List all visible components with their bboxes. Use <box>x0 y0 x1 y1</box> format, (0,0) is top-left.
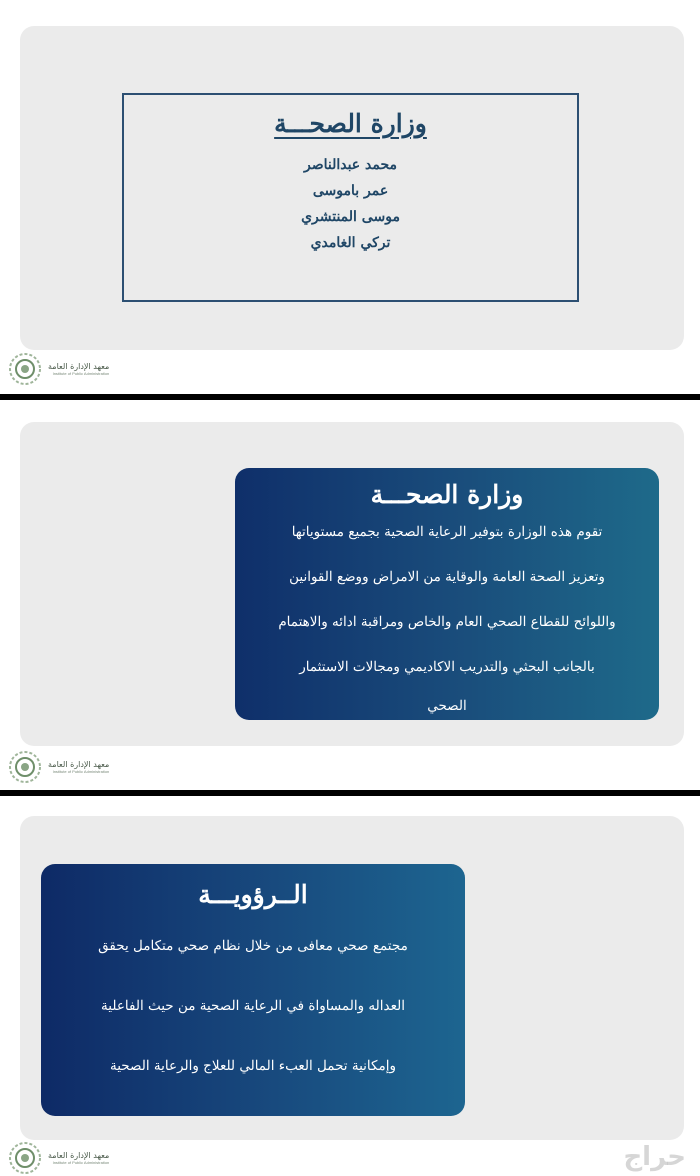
logo-english-text: Institute of Public Administration <box>52 769 110 774</box>
institute-logo <box>8 1141 109 1175</box>
logo-english-text: Institute of Public Administration <box>52 1160 110 1165</box>
vision-card <box>41 864 465 1116</box>
vision-line: مجتمع صحي معافى من خلال نظام صحي متكامل يحقق <box>98 938 408 954</box>
ministry-line: واللوائح للقطاع الصحي العام والخاص ومراقبة ادائه والاهتمام <box>278 614 616 630</box>
logo-arabic-text: معهد الإدارة العامة <box>48 362 110 371</box>
institute-logo <box>8 750 109 784</box>
name-item: عمر باموسى <box>312 183 389 199</box>
slide-title <box>0 0 700 394</box>
title-box <box>122 93 579 302</box>
institute-logo-icon <box>8 352 42 386</box>
ministry-line: بالجانب البحثي والتدريب الاكاديمي ومجالات الاستثمار <box>299 659 595 675</box>
slide-ministry <box>0 400 700 790</box>
slide-title-heading: وزارة الصحـــة <box>274 109 427 138</box>
vision-line: وإمكانية تحمل العبء المالي للعلاج والرعاية الصحية <box>110 1058 396 1074</box>
ministry-heading: وزارة الصحـــة <box>370 480 524 509</box>
haraj-watermark: حراج <box>623 1142 686 1172</box>
slide-vision <box>0 796 700 1176</box>
ministry-card <box>235 468 659 720</box>
ministry-line: تقوم هذه الوزارة بتوفير الرعاية الصحية بجميع مستوياتها <box>291 524 603 540</box>
institute-logo <box>8 352 109 386</box>
name-item: تركي الغامدي <box>310 235 391 251</box>
institute-logo-icon <box>8 1141 42 1175</box>
names-list <box>124 152 577 256</box>
logo-arabic-text: معهد الإدارة العامة <box>48 1151 110 1160</box>
vision-heading: الــرؤويـــة <box>198 880 308 909</box>
logo-english-text: Institute of Public Administration <box>52 371 110 376</box>
logo-arabic-text: معهد الإدارة العامة <box>48 760 110 769</box>
vision-line: العداله والمساواة في الرعاية الصحية من حيث الفاعلية <box>101 998 405 1014</box>
name-item: موسى المنتشري <box>301 209 400 225</box>
institute-logo-icon <box>8 750 42 784</box>
name-item: محمد عبدالناصر <box>303 157 398 173</box>
ministry-line: الصحي <box>427 698 467 714</box>
ministry-line: وتعزيز الصحة العامة والوقاية من الامراض ووضع القوانين <box>289 569 605 585</box>
